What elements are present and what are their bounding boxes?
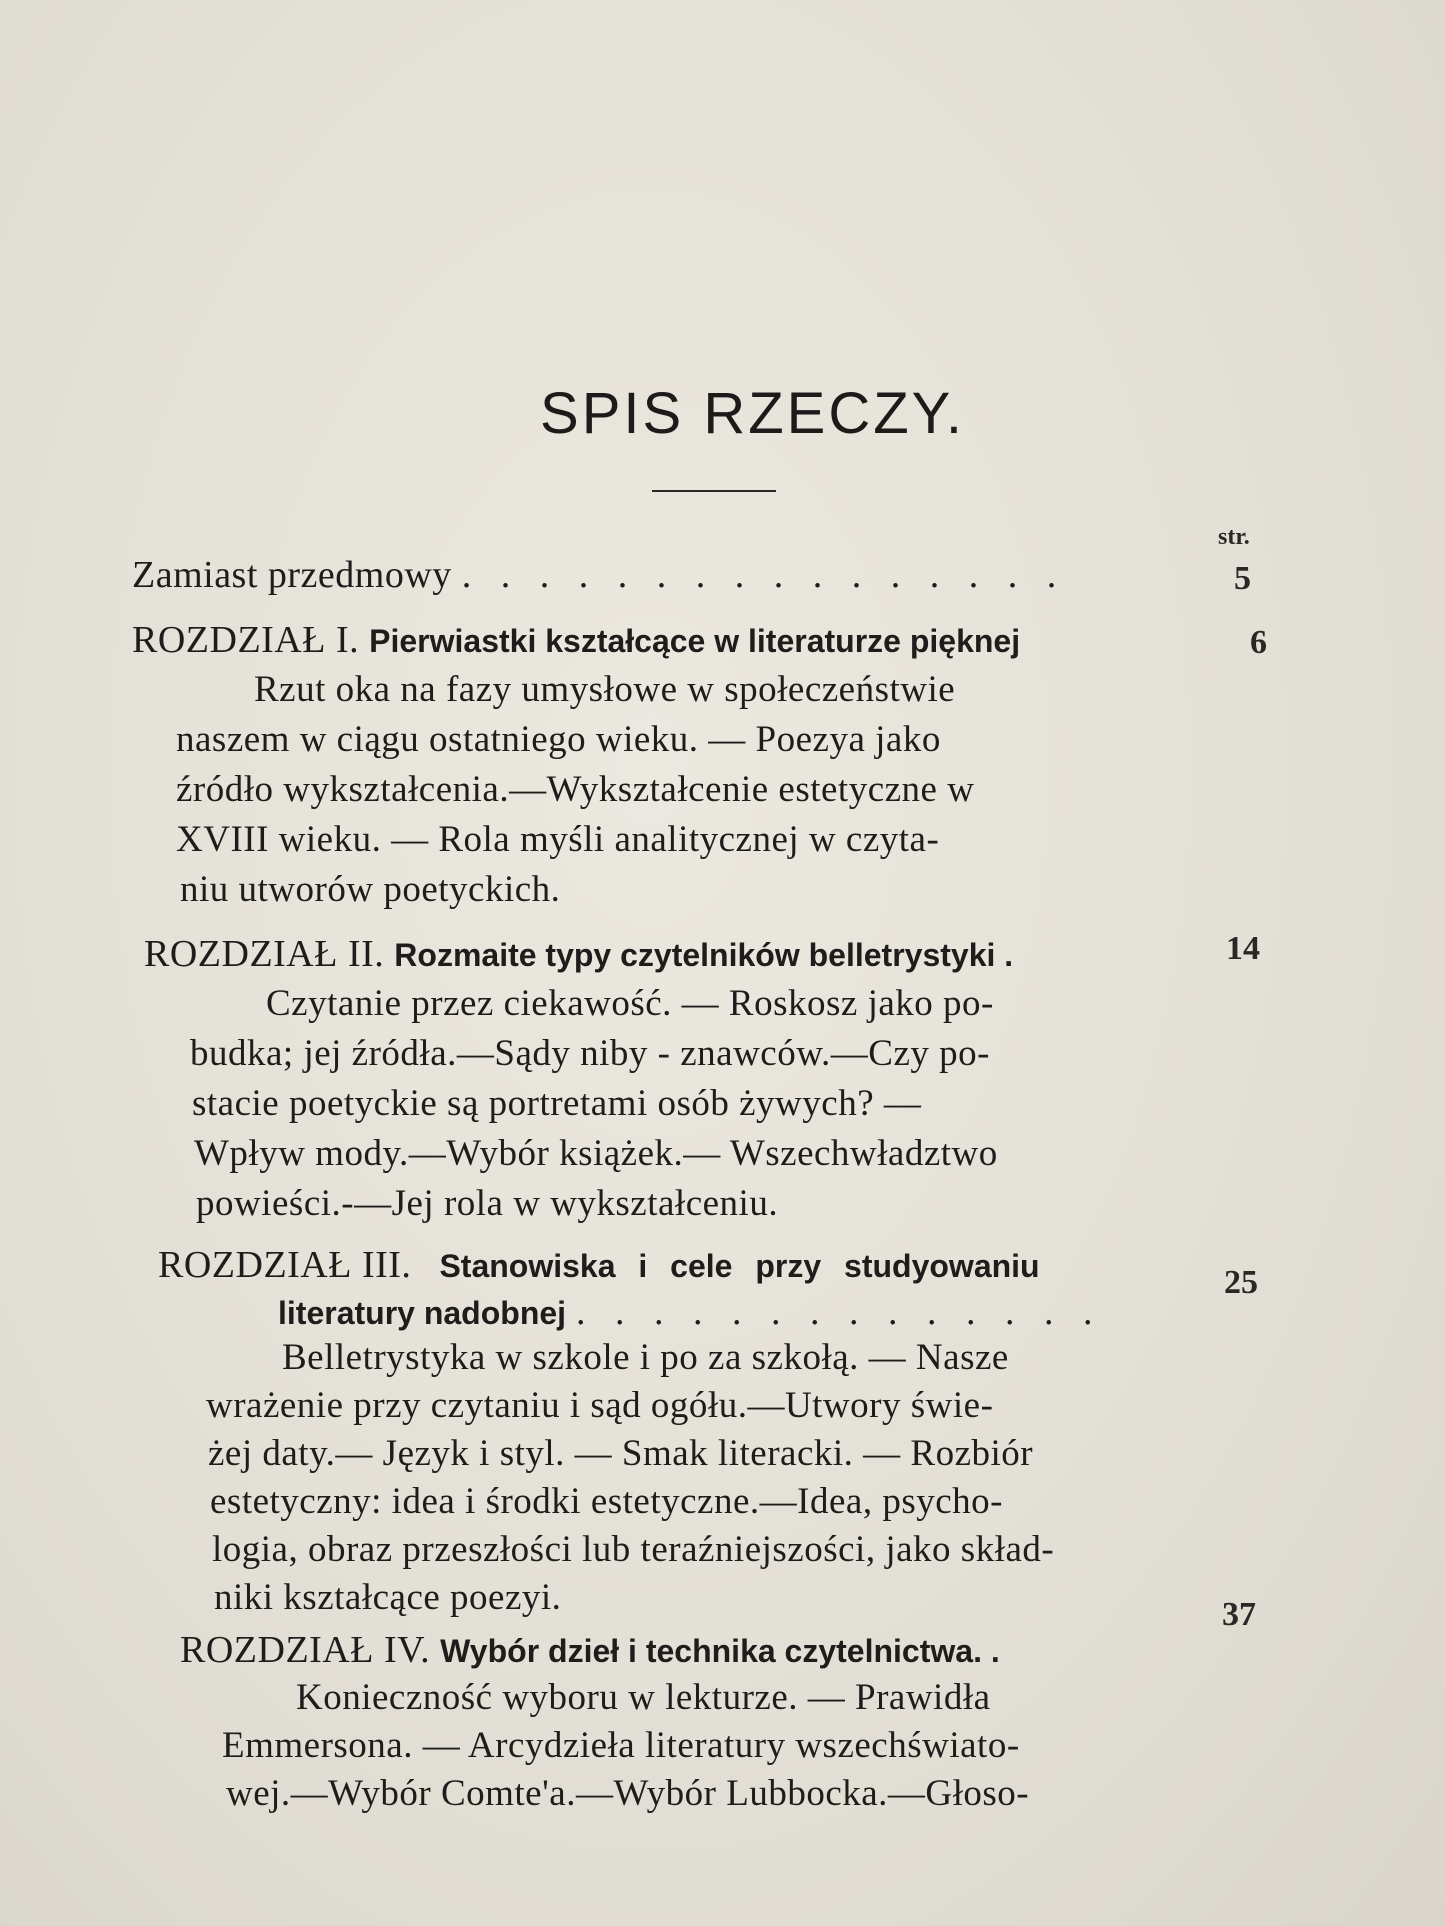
- dot-leader: . . . . . . . . . . . . . .: [576, 1291, 1103, 1333]
- chapter-title: Pierwiastki kształcące w literaturze pięknej: [369, 623, 1021, 659]
- description-line: budka; jej źródła.—Sądy niby - znawców.—Czy po-: [190, 1033, 990, 1074]
- description-line: Wpływ mody.—Wybór książek.— Wszechwładztwo: [194, 1133, 998, 1174]
- description-line: wrażenie przy czytaniu i sąd ogółu.—Utwory świe-: [206, 1385, 994, 1426]
- chapter-heading: [144, 932, 1013, 976]
- chapter-heading: [132, 618, 1020, 662]
- page-title: SPIS RZECZY.: [540, 381, 965, 446]
- chapter-title: Stanowiska i cele przy studyowaniu: [439, 1248, 1040, 1284]
- toc-entry-label: [132, 553, 1066, 597]
- title-divider: [652, 490, 776, 492]
- page-number: 37: [1222, 1596, 1256, 1633]
- chapter-heading: [180, 1628, 1000, 1672]
- description-line: Konieczność wyboru w lekturze. — Prawidła: [296, 1677, 991, 1718]
- page-number: 25: [1224, 1264, 1258, 1301]
- description-line: Rzut oka na fazy umysłowe w społeczeństwie: [254, 669, 956, 710]
- description-line: wej.—Wybór Comte'a.—Wybór Lubbocka.—Głoso-: [226, 1773, 1030, 1814]
- description-line: estetyczny: idea i środki estetyczne.—Idea, psycho-: [210, 1481, 1003, 1522]
- chapter-number: ROZDZIAŁ III.: [158, 1244, 412, 1286]
- description-line: Czytanie przez ciekawość. — Roskosz jako po-: [266, 983, 994, 1024]
- description-line: Belletrystyka w szkole i po za szkołą. — Nasze: [282, 1337, 1009, 1378]
- page-number: 6: [1250, 624, 1267, 661]
- description-line: stacie poetyckie są portretami osób żywych? —: [192, 1083, 922, 1124]
- entry-label-text: Zamiast przedmowy: [132, 554, 452, 596]
- description-line: żej daty.— Język i styl. — Smak literacki. — Rozbiór: [208, 1433, 1034, 1474]
- description-line: logia, obraz przeszłości lub teraźniejszości, jako skład-: [212, 1529, 1055, 1570]
- chapter-title-line2: literatury nadobnej: [278, 1295, 567, 1331]
- page-number: 5: [1234, 560, 1251, 597]
- description-line: XVIII wieku. — Rola myśli analitycznej w czyta-: [176, 819, 940, 860]
- chapter-heading: [158, 1243, 1040, 1287]
- chapter-title: Rozmaite typy czytelników belletrystyki .: [394, 937, 1014, 973]
- description-line: niu utworów poetyckich.: [180, 869, 561, 910]
- description-line: źródło wykształcenia.—Wykształcenie estetyczne w: [176, 769, 975, 810]
- description-line: naszem w ciągu ostatniego wieku. — Poezya jako: [176, 719, 941, 760]
- description-line: niki kształcące poezyi.: [214, 1577, 562, 1618]
- chapter-number: ROZDZIAŁ IV.: [180, 1629, 431, 1671]
- page-number: 14: [1226, 930, 1260, 967]
- chapter-title: Wybór dzieł i technika czytelnictwa. .: [440, 1633, 1000, 1669]
- dot-leader: . . . . . . . . . . . . . . . .: [461, 554, 1067, 596]
- description-line: Emmersona. — Arcydzieła literatury wszechświato-: [222, 1725, 1020, 1766]
- page-column-label: str.: [1218, 524, 1250, 550]
- chapter-number: ROZDZIAŁ I.: [132, 619, 360, 661]
- chapter-number: ROZDZIAŁ II.: [144, 933, 385, 975]
- description-line: powieści.-—Jej rola w wykształceniu.: [196, 1183, 779, 1224]
- chapter-heading-continued: [278, 1290, 1103, 1334]
